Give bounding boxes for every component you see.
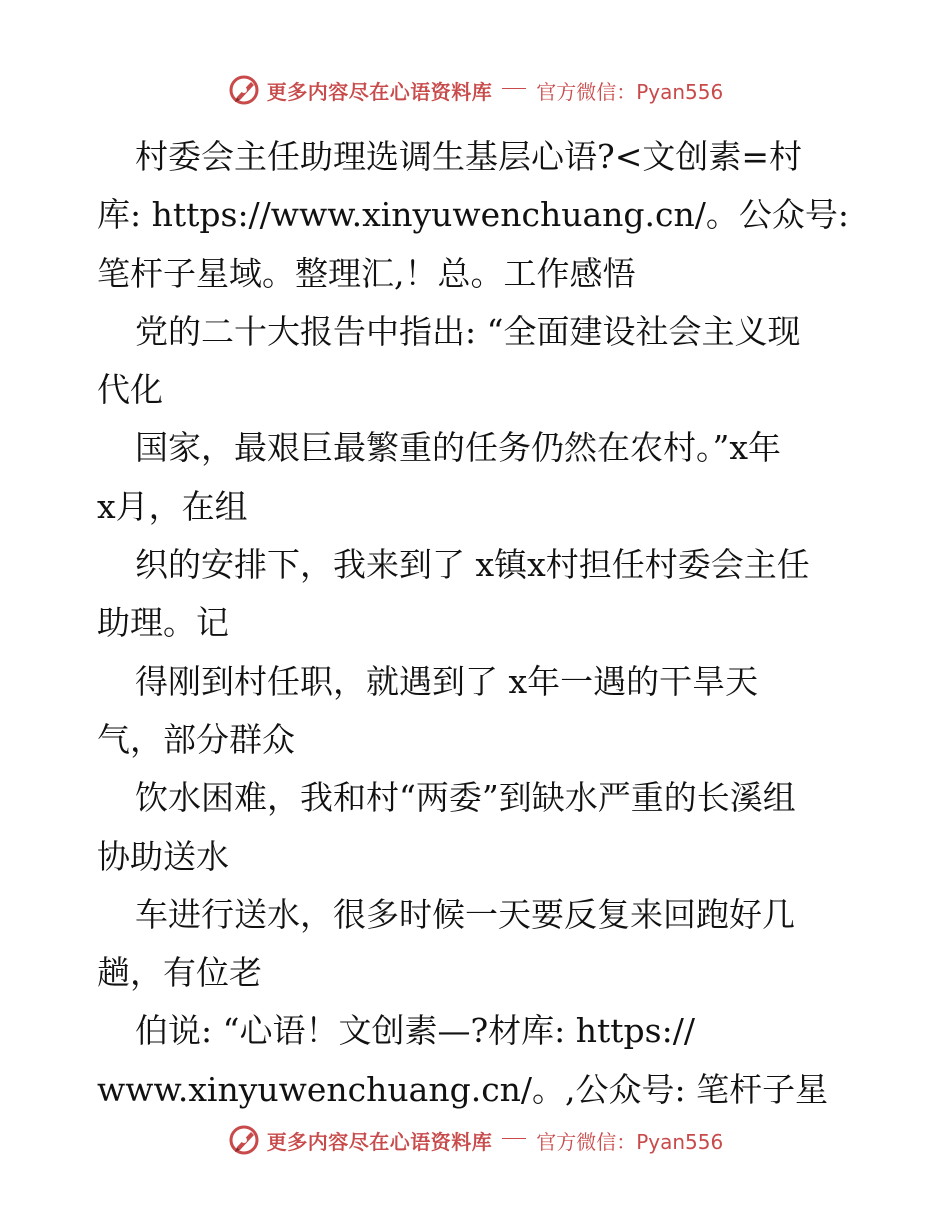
text-line: 国家，最艰巨最繁重的任务仍然在农村。”x年 xyxy=(135,428,781,468)
footer-banner xyxy=(0,1120,950,1160)
banner-divider xyxy=(502,1138,526,1139)
text-line: 代化 xyxy=(97,370,163,410)
text-line: 车进行送水，很多时候一天要反复来回跑好几 xyxy=(135,894,795,934)
text-line: 伯说: “心语！文创素—?材库: https:// xyxy=(135,1011,695,1051)
banner-wechat: 官方微信：Pyan556 xyxy=(536,79,724,104)
document-body xyxy=(97,128,867,1119)
text-line: 村委会主任助理选调生基层心语?<文创素=村 xyxy=(135,137,802,176)
banner-wechat: 官方微信：Pyan556 xyxy=(536,1129,724,1154)
banner-slogan: 更多内容尽在心语资料库 xyxy=(266,1129,493,1154)
text-line: 饮水困难，我和村“两委”到缺水严重的长溪组 xyxy=(135,778,796,818)
banner-divider xyxy=(502,88,526,89)
header-banner xyxy=(0,70,950,110)
text-line: 趟，有位老 xyxy=(97,953,262,993)
text-line: 助理。记 xyxy=(97,603,229,643)
text-line: 气，部分群众 xyxy=(97,719,295,759)
pen-heart-logo-icon xyxy=(227,1123,261,1157)
text-line: 织的安排下，我来到了 x镇x村担任村委会主任 xyxy=(135,545,810,585)
text-line: 党的二十大报告中指出: “全面建设社会主义现 xyxy=(135,311,801,351)
text-line: 笔杆子星域。整理汇,！总。工作感悟 xyxy=(97,253,636,293)
pen-heart-logo-icon xyxy=(227,73,261,107)
text-line: 库: https://www.xinyuwenchuang.cn/。公众号: xyxy=(97,195,849,235)
text-line: x月，在组 xyxy=(97,486,248,526)
text-line: www.xinyuwenchuang.cn/。,公众号: 笔杆子星 xyxy=(97,1069,829,1109)
banner-slogan: 更多内容尽在心语资料库 xyxy=(266,79,493,104)
text-line: 协助送水 xyxy=(97,836,229,876)
text-line: 得刚到村任职，就遇到了 x年一遇的干旱天 xyxy=(135,661,759,701)
